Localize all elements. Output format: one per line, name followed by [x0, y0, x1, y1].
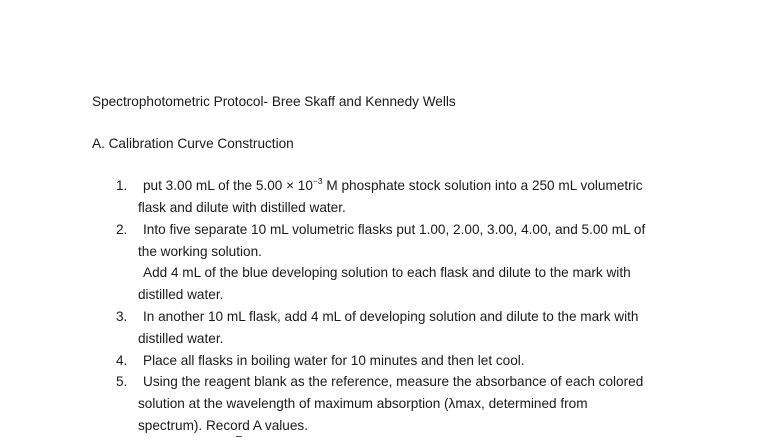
exponent: −3	[312, 176, 323, 186]
step-number: 5.	[116, 374, 128, 389]
document-title: Spectrophotometric Protocol- Bree Skaff and Kennedy Wells	[92, 94, 456, 109]
cut-off-text-fragment	[236, 436, 242, 437]
step-text-segment: put 3.00 mL of the 5.00 × 10	[143, 178, 313, 193]
step-number: 2.	[116, 222, 128, 237]
step-text-line: spectrum). Record A values.	[138, 418, 308, 433]
step-text-line: Place all flasks in boiling water for 10 minutes and then let cool.	[143, 353, 525, 368]
step-text-line: distilled water.	[138, 287, 224, 302]
step-text-line: In another 10 mL flask, add 4 mL of developing solution and dilute to the mark with	[143, 309, 639, 324]
step-text-segment: M phosphate stock solution into a 250 mL volumetric	[322, 178, 643, 193]
step-text-line: Add 4 mL of the blue developing solution to each flask and dilute to the mark with	[143, 265, 631, 280]
step-text-line	[143, 178, 643, 194]
step-number: 3.	[116, 309, 128, 324]
step-text-line: the working solution.	[138, 244, 262, 259]
section-heading: A. Calibration Curve Construction	[92, 136, 294, 151]
step-number: 4.	[116, 353, 128, 368]
step-text-line: Into five separate 10 mL volumetric flasks put 1.00, 2.00, 3.00, 4.00, and 5.00 mL of	[143, 222, 646, 237]
step-text-line: solution at the wavelength of maximum absorption (λmax, determined from	[138, 396, 588, 411]
step-number: 1.	[116, 178, 128, 193]
step-text-line: Using the reagent blank as the reference, measure the absorbance of each colored	[143, 374, 644, 389]
step-text-line: flask and dilute with distilled water.	[138, 200, 346, 215]
step-text-line: distilled water.	[138, 331, 224, 346]
